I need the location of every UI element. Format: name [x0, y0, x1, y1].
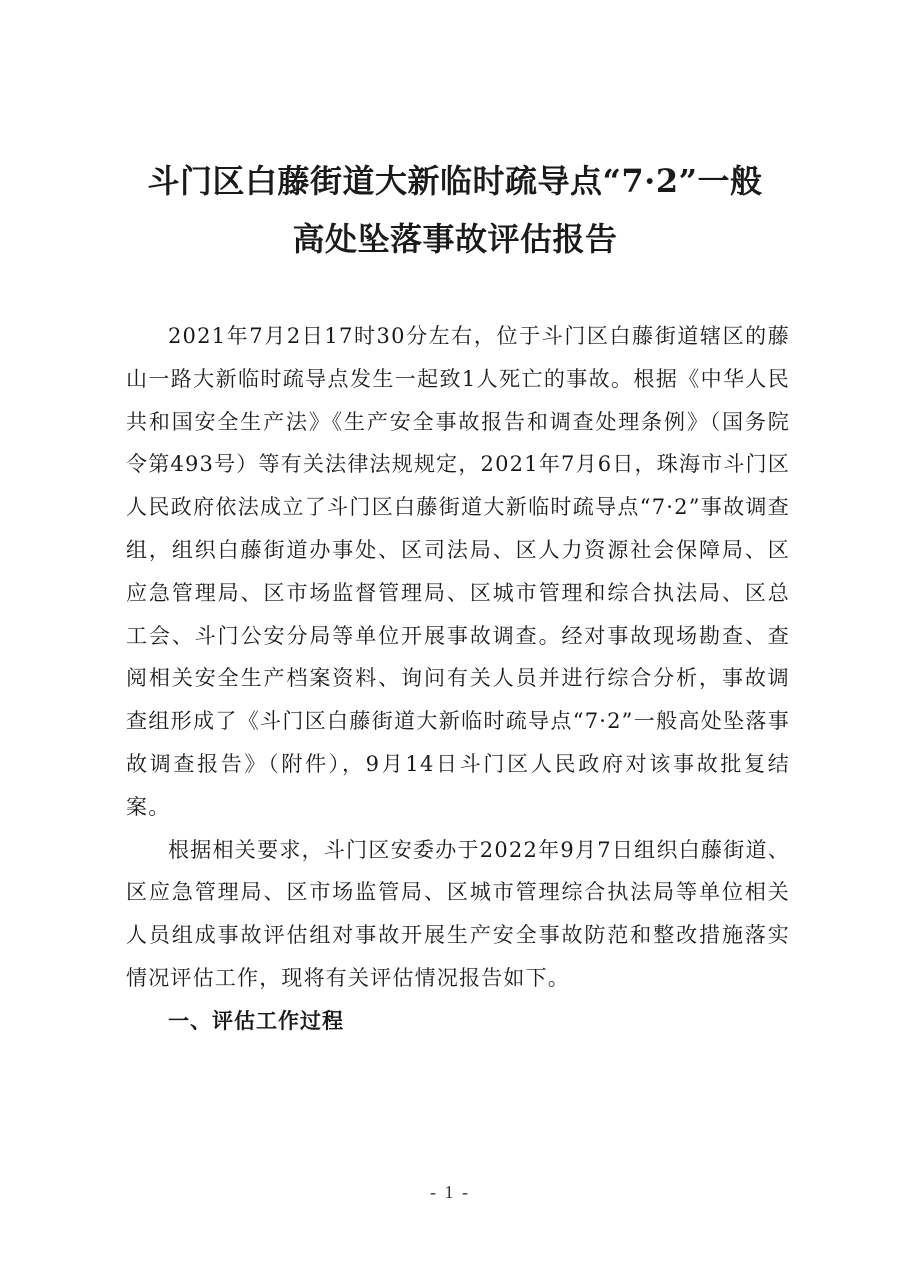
- document-body: [126, 315, 790, 1043]
- paragraph-evaluation-intro: 根据相关要求，斗门区安委办于2022年9月7日组织白藤街道、区应急管理局、区市场监管局、区城市管理综合执法局等单位相关人员组成事故评估组对事故开展生产安全事故防范和整改措施落实情况评估工作，现将有关评估情况报告如下。: [126, 837, 790, 990]
- title-line-1: 斗门区白藤街道大新临时疏导点“7·2”一般: [147, 162, 763, 200]
- section-heading: 一、评估工作过程: [168, 1008, 344, 1033]
- title-line-2: 高处坠落事故评估报告: [292, 220, 618, 258]
- paragraph-incident-summary: 2021年7月2日17时30分左右，位于斗门区白藤街道辖区的藤山一路大新临时疏导点发生一起致1人死亡的事故。根据《中华人民共和国安全生产法》《生产安全事故报告和调查处理条例》（国务院令第493号）等有关法律法规规定，2021年7月6日，珠海市斗门区人民政府依法成立了斗门区白藤街道大新临时疏导点“7·2”事故调查组，组织白藤街道办事处、区司法局、区人力资源社会保障局、区应急管理局、区市场监督管理局、区城市管理和综合执法局、区总工会、斗门公安分局等单位开展事故调查。经对事故现场勘查、查阅相关安全生产档案资料、询问有关人员并进行综合分析，事故调查组形成了《斗门区白藤街道大新临时疏导点“7·2”一般高处坠落事故调查报告》（附件），9月14日斗门区人民政府对该事故批复结案。: [126, 324, 790, 819]
- page-number: - 1 -: [430, 1182, 470, 1202]
- document-title: [110, 152, 800, 268]
